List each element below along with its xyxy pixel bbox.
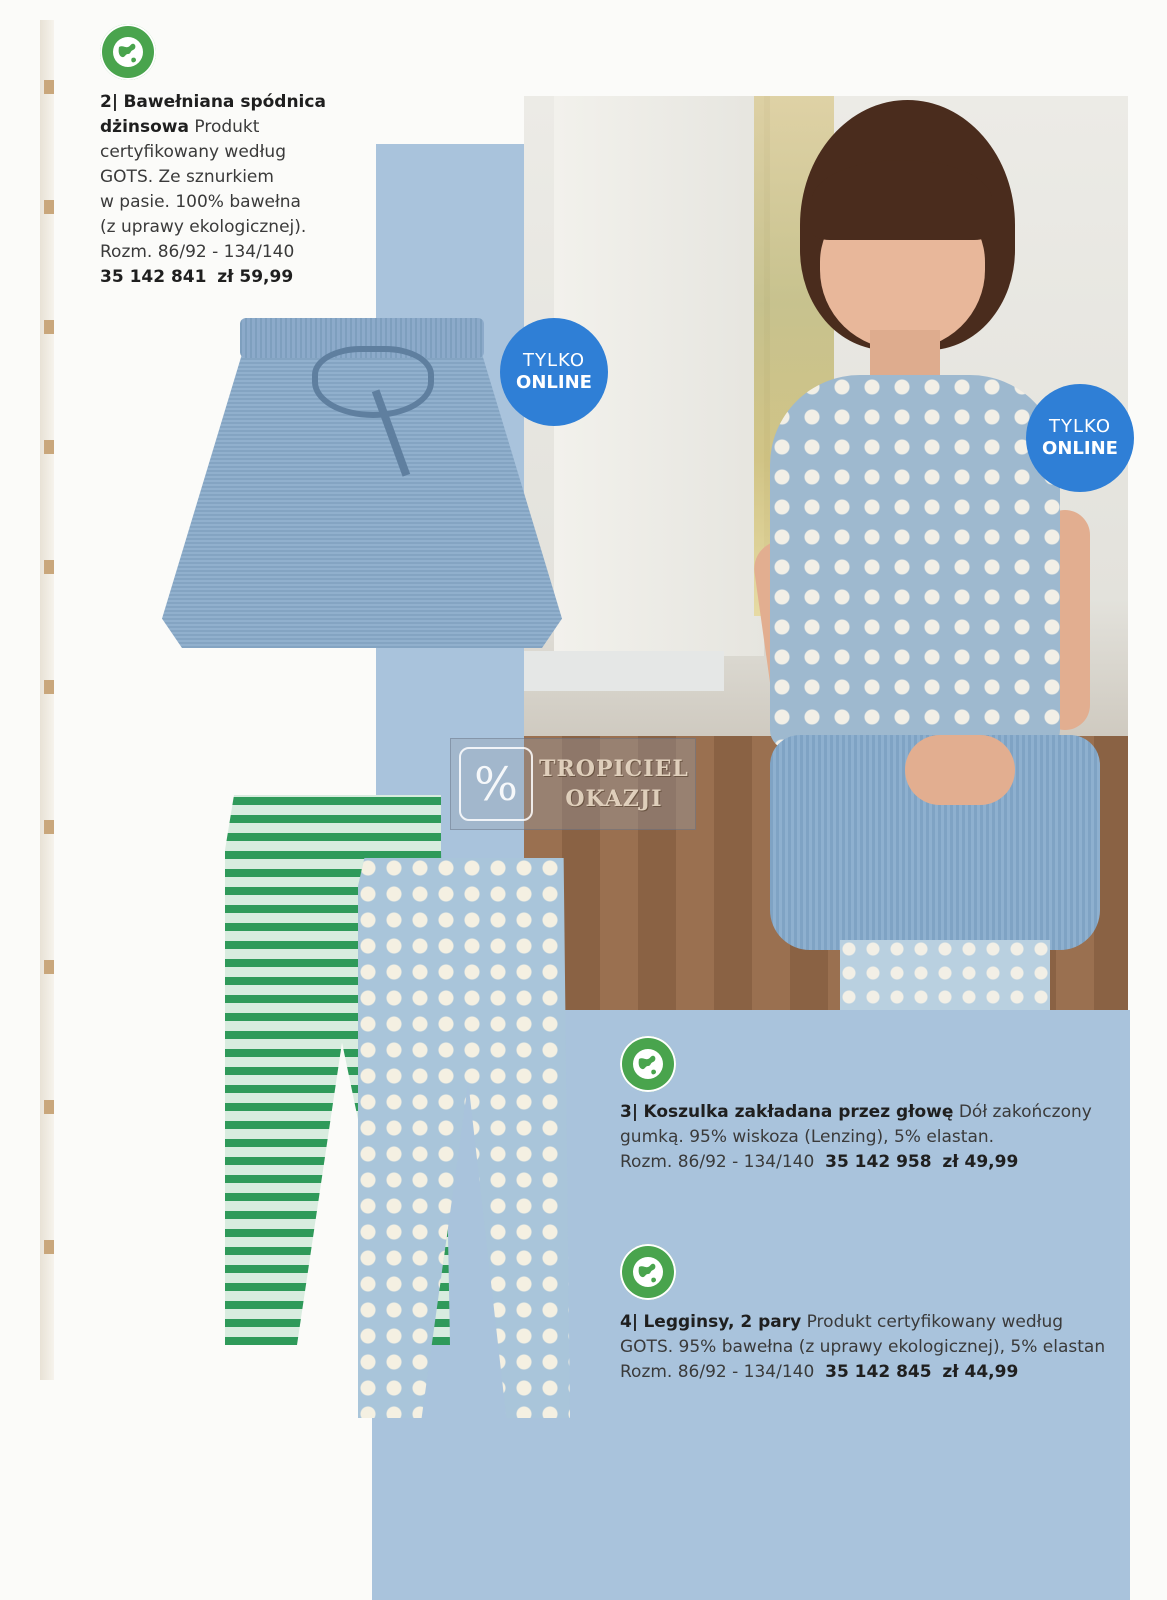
girl-figure-hand [905, 735, 1015, 805]
product2-price: zł 59,99 [217, 267, 294, 287]
product3-number: 3| [620, 1102, 639, 1122]
product2-code: 35 142 841 [100, 267, 207, 287]
product4-price: zł 44,99 [942, 1362, 1019, 1382]
product4-desc: GOTS. 95% bawełna (z uprawy ekologicznej), 5% elastan [620, 1337, 1106, 1357]
product3-code: 35 142 958 [825, 1152, 932, 1172]
eco-globe-icon [100, 24, 156, 80]
product4-number: 4| [620, 1312, 639, 1332]
product2-desc-line: w pasie. 100% bawełna [100, 192, 301, 212]
girl-figure-bangs [812, 160, 992, 240]
online-only-badge [500, 318, 608, 426]
badge-line1: TYLKO [522, 350, 585, 371]
product2-description [100, 90, 370, 290]
product3-desc: Dół zakończony [958, 1102, 1092, 1122]
page-binding [40, 20, 54, 1380]
watermark-line1: TROPICIEL [539, 756, 689, 782]
girl-figure-tshirt [770, 375, 1060, 750]
product2-desc-line: (z uprawy ekologicznej). [100, 217, 307, 237]
badge-line2: ONLINE [1042, 438, 1118, 459]
product2-name-line2: dżinsowa [100, 117, 189, 137]
percent-icon: % [459, 747, 533, 821]
eco-globe-icon [620, 1244, 676, 1300]
girl-figure-leggings [840, 940, 1050, 1010]
product4-desc: Produkt certyfikowany według [806, 1312, 1064, 1332]
product2-size: Rozm. 86/92 - 134/140 [100, 242, 295, 262]
product4-description [620, 1310, 1104, 1385]
product3-desc: gumką. 95% wiskoza (Lenzing), 5% elastan. [620, 1127, 995, 1147]
product2-number: 2| [100, 92, 119, 112]
badge-line1: TYLKO [1048, 416, 1111, 437]
eco-globe-icon [620, 1036, 676, 1092]
tropiciel-okazji-watermark [450, 738, 696, 830]
badge-line2: ONLINE [516, 372, 592, 393]
product3-size: Rozm. 86/92 - 134/140 [620, 1152, 815, 1172]
product2-desc-line: certyfikowany według [100, 142, 286, 162]
product4-size: Rozm. 86/92 - 134/140 [620, 1362, 815, 1382]
product3-price: zł 49,99 [942, 1152, 1019, 1172]
product3-name: Koszulka zakładana przez głowę [643, 1102, 954, 1122]
product2-desc-line: GOTS. Ze sznurkiem [100, 167, 274, 187]
product3-description [620, 1100, 1100, 1175]
product2-name-line1: Bawełniana spódnica [123, 92, 326, 112]
online-only-badge-clipped [1026, 384, 1118, 492]
product4-name: Legginsy, 2 pary [643, 1312, 802, 1332]
watermark-line2: OKAZJI [565, 786, 663, 812]
product2-desc-start: Produkt [194, 117, 260, 137]
product4-code: 35 142 845 [825, 1362, 932, 1382]
